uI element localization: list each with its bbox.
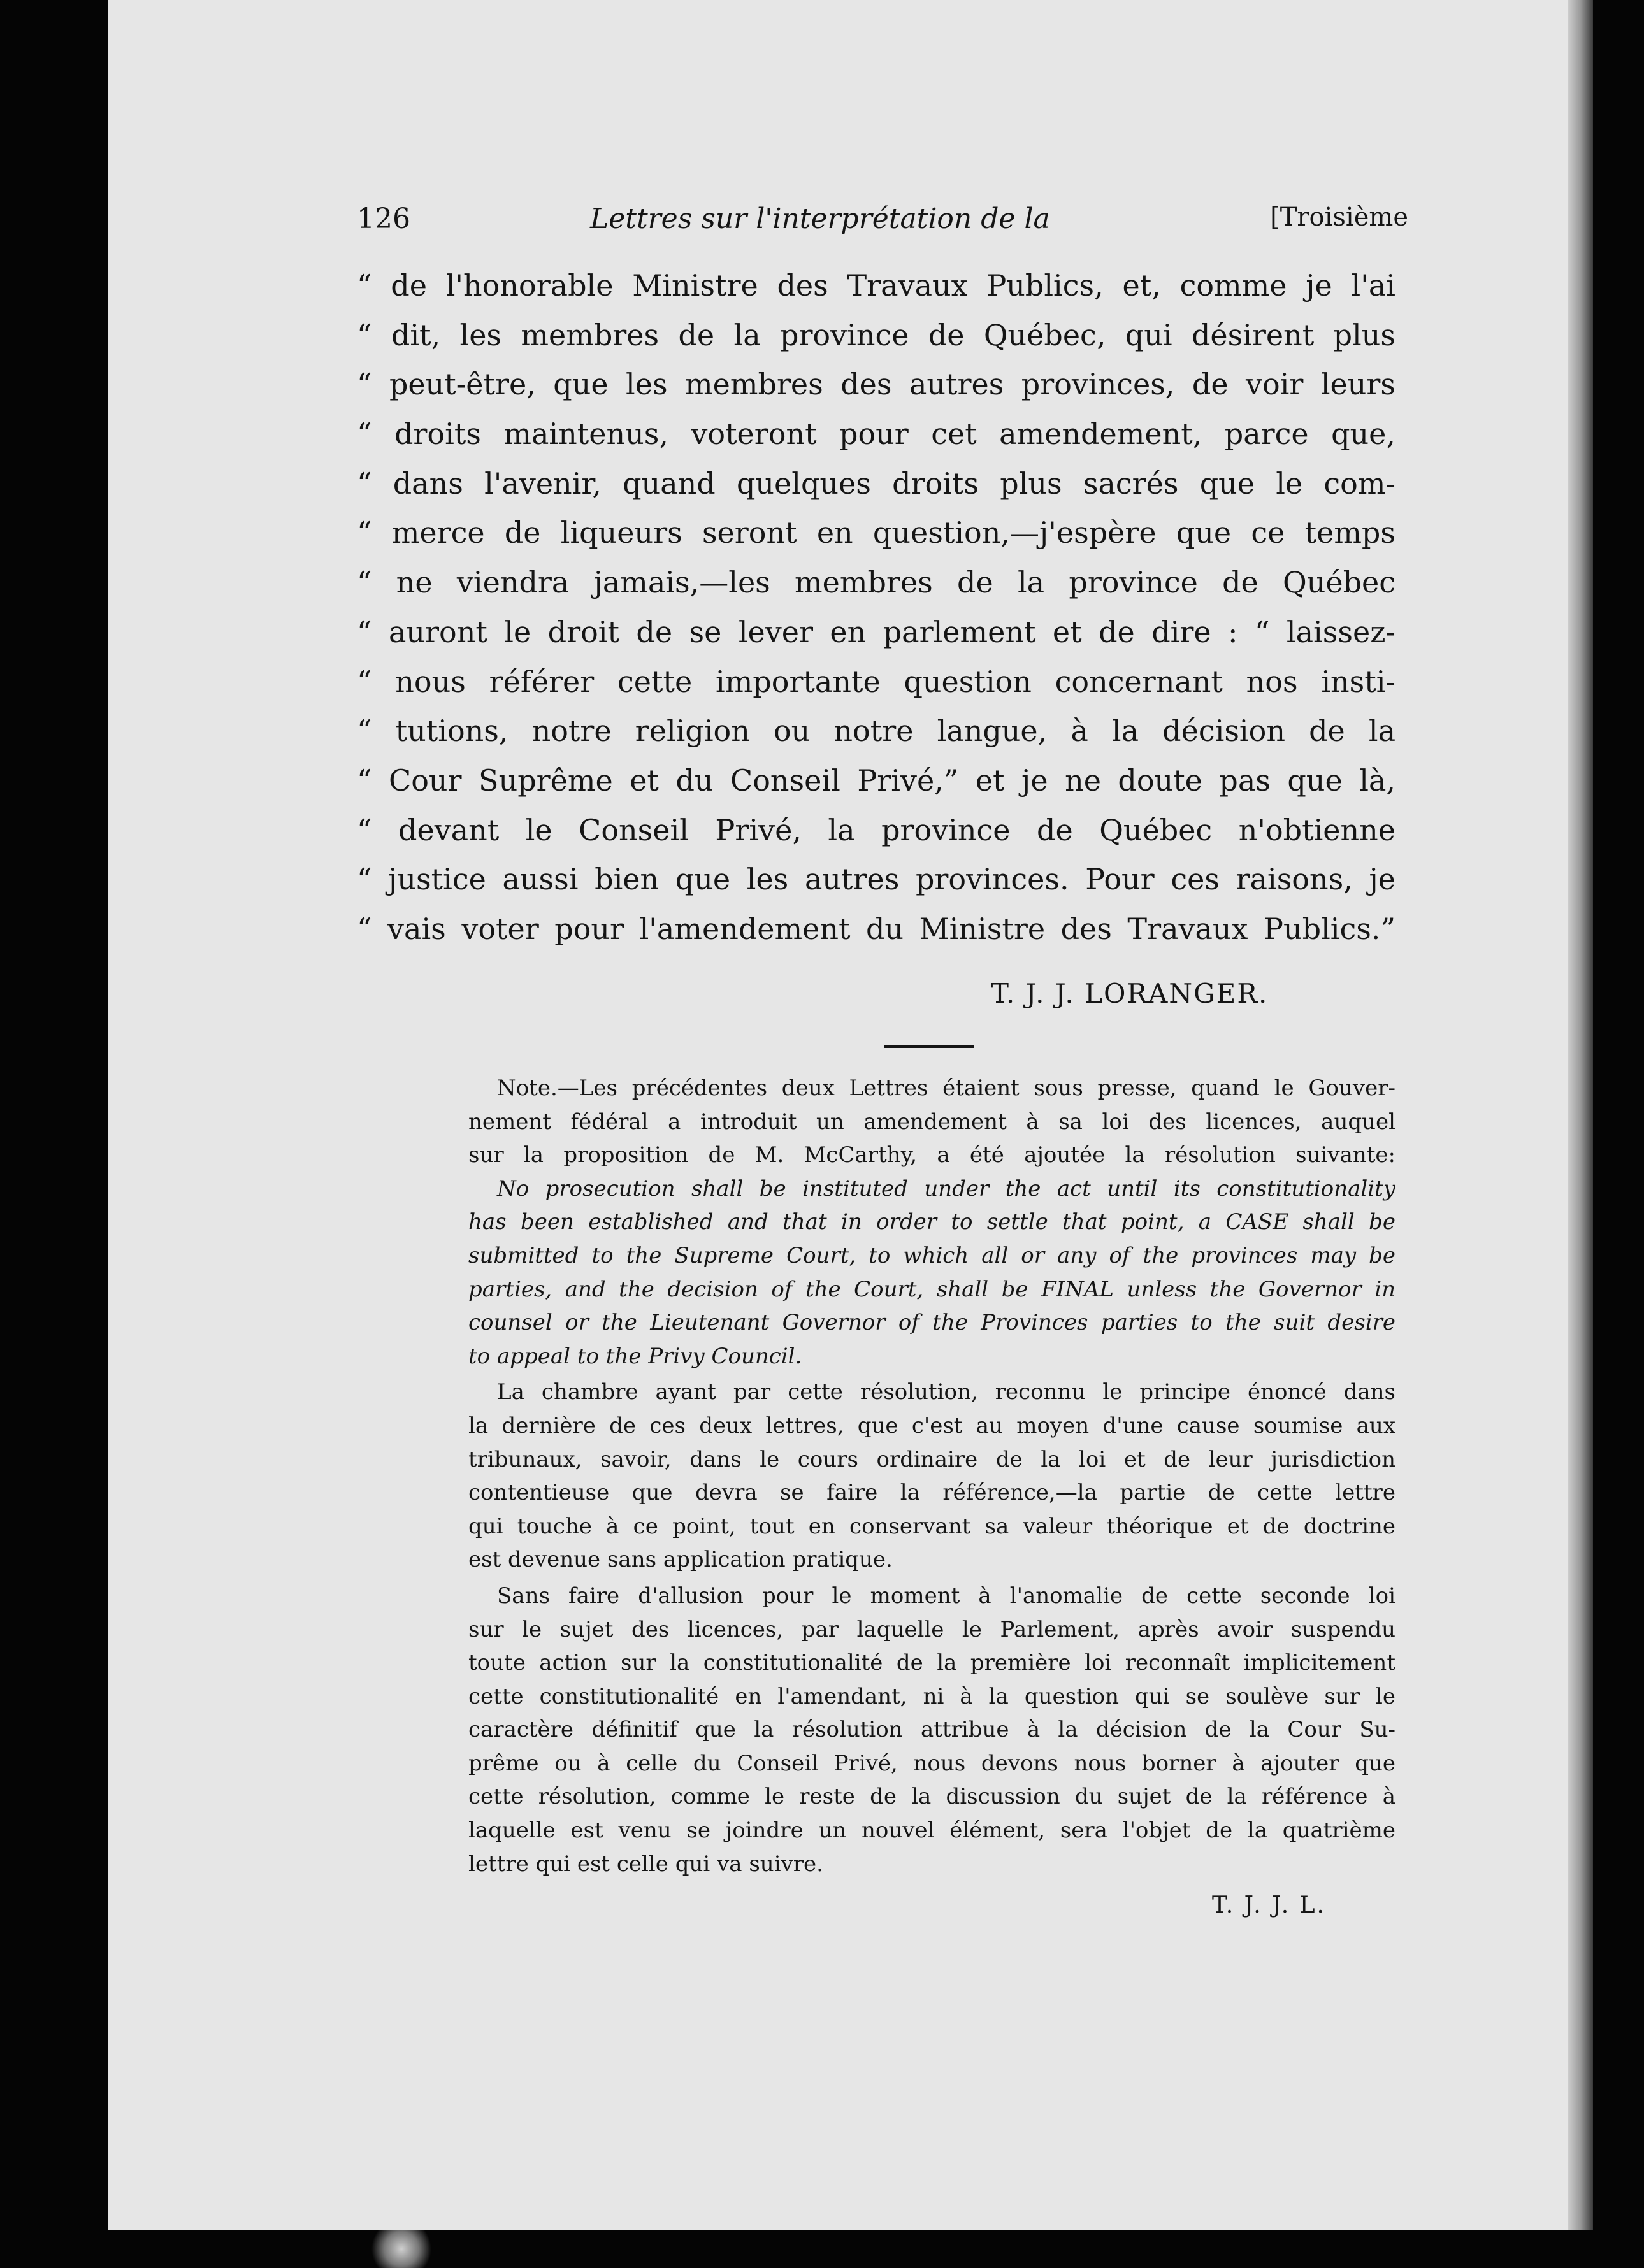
quote-line: “ dans l'avenir, quand quelques droits plus sacrés que le com- <box>357 466 1395 501</box>
note-line: qui touche à ce point, tout en conservant sa valeur théorique et de doctrine <box>468 1513 1395 1539</box>
closing-initials: T. J. J. L. <box>1212 1892 1327 1918</box>
note-line: cette constitutionalité en l'amendant, ni à la question qui se soulève sur le <box>468 1683 1395 1709</box>
note-line: toute action sur la constitutionalité de la première loi reconnaît implicitement <box>468 1650 1395 1676</box>
note-line: Note.—Les précédentes deux Lettres étaient sous presse, quand le Gouver- <box>497 1075 1395 1101</box>
page-edge <box>1568 0 1593 2230</box>
note-line: nement fédéral a introduit un amendement à sa loi des licences, auquel <box>468 1109 1395 1135</box>
page-number: 126 <box>357 203 410 235</box>
section-label: [Troisième <box>1270 203 1408 232</box>
quote-line: “ ne viendra jamais,—les membres de la province de Québec <box>357 565 1395 600</box>
resolution-line: has been established and that in order to settle that point, a CASE shall be <box>468 1209 1395 1235</box>
note-line: sur la proposition de M. McCarthy, a été ajoutée la résolution suivante: <box>468 1142 1395 1168</box>
section-divider <box>884 1045 974 1048</box>
resolution-line: counsel or the Lieutenant Governor of the Provinces parties to the suit desire <box>468 1310 1395 1336</box>
signature: T. J. J. LORANGER. <box>991 978 1269 1009</box>
quote-line: “ merce de liqueurs seront en question,—j'espère que ce temps <box>357 515 1395 550</box>
note-line: prême ou à celle du Conseil Privé, nous devons nous borner à ajouter que <box>468 1750 1395 1776</box>
note-line: contentieuse que devra se faire la référence,—la partie de cette lettre <box>468 1480 1395 1506</box>
note-line: lettre qui est celle qui va suivre. <box>468 1851 823 1877</box>
running-title: Lettres sur l'interprétation de la <box>590 203 1050 235</box>
note-line: Sans faire d'allusion pour le moment à l'anomalie de cette seconde loi <box>497 1583 1395 1609</box>
quote-line: “ peut-être, que les membres des autres provinces, de voir leurs <box>357 367 1395 402</box>
note-line: laquelle est venu se joindre un nouvel élément, sera l'objet de la quatrième <box>468 1818 1395 1844</box>
quote-line: “ justice aussi bien que les autres provinces. Pour ces raisons, je <box>357 862 1395 897</box>
quote-line: “ auront le droit de se lever en parlement et de dire : “ laissez- <box>357 614 1395 649</box>
resolution-line: No prosecution shall be instituted under the act until its constitutionality <box>497 1175 1395 1202</box>
quote-line: “ tutions, notre religion ou notre langue, à la décision de la <box>357 714 1395 749</box>
quote-line: “ Cour Suprême et du Conseil Privé,” et je ne doute pas que là, <box>357 763 1395 798</box>
quote-line: “ nous référer cette importante question concernant nos insti- <box>357 664 1395 699</box>
note-line: la dernière de ces deux lettres, que c'est au moyen d'une cause soumise aux <box>468 1412 1395 1439</box>
note-line: cette résolution, comme le reste de la discussion du sujet de la référence à <box>468 1784 1395 1810</box>
quote-line: “ devant le Conseil Privé, la province de Québec n'obtienne <box>357 812 1395 847</box>
resolution-line: submitted to the Supreme Court, to which all or any of the provinces may be <box>468 1242 1395 1268</box>
quote-line: “ vais voter pour l'amendement du Ministre des Travaux Publics.” <box>357 911 1395 946</box>
note-line: est devenue sans application pratique. <box>468 1547 893 1573</box>
quote-line: “ dit, les membres de la province de Québec, qui désirent plus <box>357 317 1395 352</box>
editor-note <box>468 1072 1395 1881</box>
resolution-line: to appeal to the Privy Council. <box>468 1343 802 1369</box>
note-line: caractère définitif que la résolution attribue à la décision de la Cour Su- <box>468 1717 1395 1743</box>
quoted-speech <box>357 261 1395 954</box>
note-line: La chambre ayant par cette résolution, reconnu le principe énoncé dans <box>497 1379 1395 1405</box>
resolution-line: parties, and the decision of the Court, shall be FINAL unless the Governor in <box>468 1276 1395 1302</box>
note-line: sur le sujet des licences, par laquelle le Parlement, après avoir suspendu <box>468 1616 1395 1642</box>
note-line: tribunaux, savoir, dans le cours ordinaire de la loi et de leur jurisdiction <box>468 1446 1395 1472</box>
scan-artifact <box>363 2230 440 2268</box>
quote-line: “ de l'honorable Ministre des Travaux Publics, et, comme je l'ai <box>357 268 1395 303</box>
quote-line: “ droits maintenus, voteront pour cet amendement, parce que, <box>357 417 1395 452</box>
page-header <box>357 203 1408 247</box>
document-page <box>108 0 1593 2230</box>
